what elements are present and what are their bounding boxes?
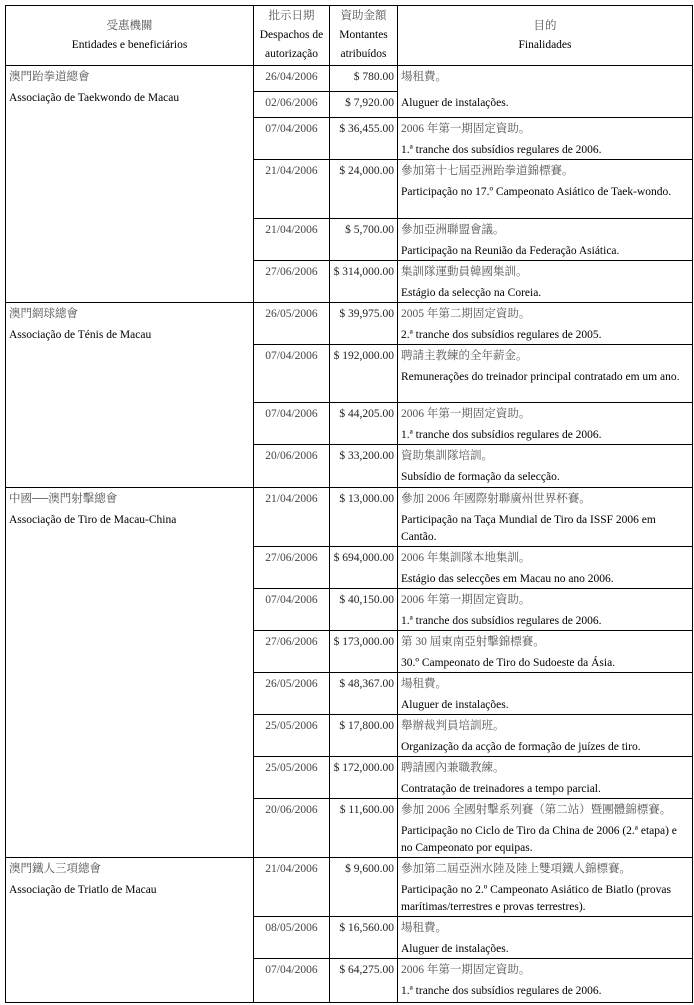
purpose-pt: Participação no 17.º Campeonato Asiático de Taek-wondo.	[401, 186, 672, 198]
amount-cell: $ 40,150.00	[330, 589, 398, 631]
header-purpose-pt: Finalidades	[518, 38, 572, 51]
purpose-zh: 集訓隊運動員韓國集訓。	[401, 266, 528, 278]
date-cell: 07/04/2006	[254, 345, 330, 403]
date-cell: 08/05/2006	[254, 917, 330, 959]
amount-cell: $ 11,600.00	[330, 799, 398, 858]
purpose-zh: 舉辦裁判員培訓班。	[401, 720, 505, 732]
entity-name-pt: Associação de Tiro de Macau-China	[9, 514, 177, 526]
header-entity	[6, 6, 254, 66]
entity-cell	[6, 66, 254, 303]
entity-name-pt: Associação de Taekwondo de Macau	[9, 92, 180, 104]
amount-cell: $ 7,920.00	[330, 92, 398, 118]
amount-cell: $ 192,000.00	[330, 345, 398, 403]
purpose-pt: 1.ª tranche dos subsídios regulares de 2006.	[401, 144, 602, 156]
date-cell: 07/04/2006	[254, 118, 330, 160]
date-cell: 25/05/2006	[254, 757, 330, 799]
purpose-zh: 場租費。	[401, 922, 447, 934]
amount-cell: $ 44,205.00	[330, 403, 398, 445]
date-cell: 20/06/2006	[254, 445, 330, 488]
purpose-pt: 1.ª tranche dos subsídios regulares de 2006.	[401, 985, 602, 997]
date-cell: 07/04/2006	[254, 403, 330, 445]
purpose-cell	[398, 303, 693, 345]
purpose-pt: Contratação de treinadores a tempo parcial.	[401, 783, 601, 795]
purpose-zh: 2005 年第二期固定資助。	[401, 308, 531, 320]
purpose-zh: 參加 2006 年國際射聯廣州世界杯賽。	[401, 493, 591, 505]
purpose-cell	[398, 488, 693, 547]
date-cell: 26/04/2006	[254, 66, 330, 92]
purpose-cell	[398, 589, 693, 631]
amount-cell: $ 173,000.00	[330, 631, 398, 673]
purpose-cell	[398, 66, 693, 118]
purpose-pt: Participação na Taça Mundial de Tiro da ISSF 2006 em Cantão.	[401, 514, 656, 543]
purpose-pt: 2.ª tranche dos subsídios regulares de 2005.	[401, 329, 602, 341]
amount-cell: $ 33,200.00	[330, 445, 398, 488]
table-row	[6, 303, 693, 345]
purpose-zh: 2006 年第一期固定資助。	[401, 594, 531, 606]
purpose-zh: 2006 年第一期固定資助。	[401, 408, 531, 420]
purpose-cell	[398, 631, 693, 673]
amount-cell: $ 780.00	[330, 66, 398, 92]
entity-name-zh: 澳門鐵人三項總會	[9, 863, 101, 875]
purpose-zh: 場租費。	[401, 71, 447, 83]
date-cell: 21/04/2006	[254, 219, 330, 261]
purpose-cell	[398, 715, 693, 757]
purpose-cell	[398, 403, 693, 445]
purpose-zh: 第 30 屆東南亞射擊錦標賽。	[401, 636, 545, 648]
purpose-pt: Estágio da selecção na Coreia.	[401, 287, 542, 299]
table-body	[6, 66, 693, 1003]
entity-name-zh: 澳門跆拳道總會	[9, 71, 90, 83]
entity-name-zh: 中國──澳門射擊總會	[9, 493, 118, 505]
amount-cell: $ 36,455.00	[330, 118, 398, 160]
purpose-cell	[398, 261, 693, 303]
header-date	[254, 6, 330, 66]
amount-cell: $ 48,367.00	[330, 673, 398, 715]
purpose-zh: 2006 年第一期固定資助。	[401, 964, 531, 976]
purpose-pt: Aluguer de instalações.	[401, 97, 509, 109]
purpose-pt: Remunerações do treinador principal contratado em um ano.	[401, 371, 680, 383]
table-row	[6, 858, 693, 917]
purpose-pt: Organização da acção de formação de juízes de tiro.	[401, 741, 641, 753]
purpose-zh: 參加亞洲聯盟會議。	[401, 224, 505, 236]
amount-cell: $ 24,000.00	[330, 160, 398, 219]
date-cell: 26/05/2006	[254, 303, 330, 345]
date-cell: 07/04/2006	[254, 589, 330, 631]
purpose-zh: 參加第十七屆亞洲跆拳道錦標賽。	[401, 165, 574, 177]
purpose-cell	[398, 219, 693, 261]
date-cell: 20/06/2006	[254, 799, 330, 858]
amount-cell: $ 694,000.00	[330, 547, 398, 589]
header-row	[6, 6, 693, 66]
purpose-zh: 參加 2006 全國射擊系列賽（第二站）暨團體錦標賽。	[401, 804, 672, 816]
purpose-pt: Subsídio de formação da selecção.	[401, 471, 560, 483]
table-row	[6, 488, 693, 547]
purpose-pt: 1.ª tranche dos subsídios regulares de 2006.	[401, 429, 602, 441]
header-amount-pt: Montantes atribuídos	[339, 29, 388, 60]
purpose-cell	[398, 917, 693, 959]
purpose-pt: Participação no Ciclo de Tiro da China de 2006 (2.ª etapa) e no Campeonato por equipas.	[401, 825, 677, 854]
entity-cell	[6, 303, 254, 488]
header-entity-pt: Entidades e beneficiários	[71, 38, 188, 51]
purpose-cell	[398, 757, 693, 799]
purpose-pt: Participação na Reunião da Federação Asiática.	[401, 245, 620, 257]
date-cell: 26/05/2006	[254, 673, 330, 715]
amount-cell: $ 39,975.00	[330, 303, 398, 345]
purpose-pt: Estágio das selecções em Macau no ano 2006.	[401, 573, 614, 585]
amount-cell: $ 314,000.00	[330, 261, 398, 303]
amount-cell: $ 13,000.00	[330, 488, 398, 547]
purpose-cell	[398, 547, 693, 589]
purpose-zh: 聘請主教練的全年薪金。	[401, 350, 528, 362]
purpose-pt: Aluguer de instalações.	[401, 699, 509, 711]
entity-name-zh: 澳門網球總會	[9, 308, 78, 320]
purpose-pt: 1.ª tranche dos subsídios regulares de 2006.	[401, 615, 602, 627]
amount-cell: $ 172,000.00	[330, 757, 398, 799]
subsidy-table	[5, 5, 693, 1003]
purpose-pt: Participação no 2.º Campeonato Asiático de Biatlo (provas marítimas/terrestres e provas terrestres).	[401, 884, 671, 913]
date-cell: 02/06/2006	[254, 92, 330, 118]
header-entity-zh: 受惠機關	[106, 19, 153, 32]
entity-name-pt: Associação de Ténis de Macau	[9, 329, 152, 341]
date-cell: 27/06/2006	[254, 631, 330, 673]
purpose-cell	[398, 118, 693, 160]
purpose-zh: 2006 年集訓隊本地集訓。	[401, 552, 531, 564]
entity-cell	[6, 858, 254, 1003]
purpose-zh: 場租費。	[401, 678, 447, 690]
purpose-zh: 資助集訓隊培訓。	[401, 450, 493, 462]
purpose-cell	[398, 160, 693, 219]
date-cell: 25/05/2006	[254, 715, 330, 757]
purpose-zh: 參加第二屆亞洲水陸及陸上雙項鐵人錦標賽。	[401, 863, 631, 875]
header-purpose	[398, 6, 693, 66]
purpose-pt: Aluguer de instalações.	[401, 943, 509, 955]
purpose-cell	[398, 959, 693, 1003]
header-purpose-zh: 目的	[533, 19, 557, 32]
amount-cell: $ 9,600.00	[330, 858, 398, 917]
header-date-zh: 批示日期	[268, 10, 315, 22]
date-cell: 21/04/2006	[254, 160, 330, 219]
header-date-pt: Despachos de autorização	[259, 29, 324, 60]
purpose-cell	[398, 345, 693, 403]
header-amount	[330, 6, 398, 66]
purpose-cell	[398, 673, 693, 715]
purpose-cell	[398, 445, 693, 488]
entity-name-pt: Associação de Triatlo de Macau	[9, 884, 157, 896]
header-amount-zh: 資助金額	[340, 10, 387, 22]
table-row	[6, 66, 693, 92]
purpose-cell	[398, 858, 693, 917]
date-cell: 07/04/2006	[254, 959, 330, 1003]
amount-cell: $ 16,560.00	[330, 917, 398, 959]
date-cell: 27/06/2006	[254, 261, 330, 303]
date-cell: 21/04/2006	[254, 488, 330, 547]
date-cell: 27/06/2006	[254, 547, 330, 589]
amount-cell: $ 64,275.00	[330, 959, 398, 1003]
purpose-cell	[398, 799, 693, 858]
entity-cell	[6, 488, 254, 858]
purpose-pt: 30.º Campeonato de Tiro do Sudoeste da Ásia.	[401, 657, 616, 669]
amount-cell: $ 5,700.00	[330, 219, 398, 261]
purpose-zh: 2006 年第一期固定資助。	[401, 123, 531, 135]
purpose-zh: 聘請國內兼職教練。	[401, 762, 505, 774]
amount-cell: $ 17,800.00	[330, 715, 398, 757]
date-cell: 21/04/2006	[254, 858, 330, 917]
